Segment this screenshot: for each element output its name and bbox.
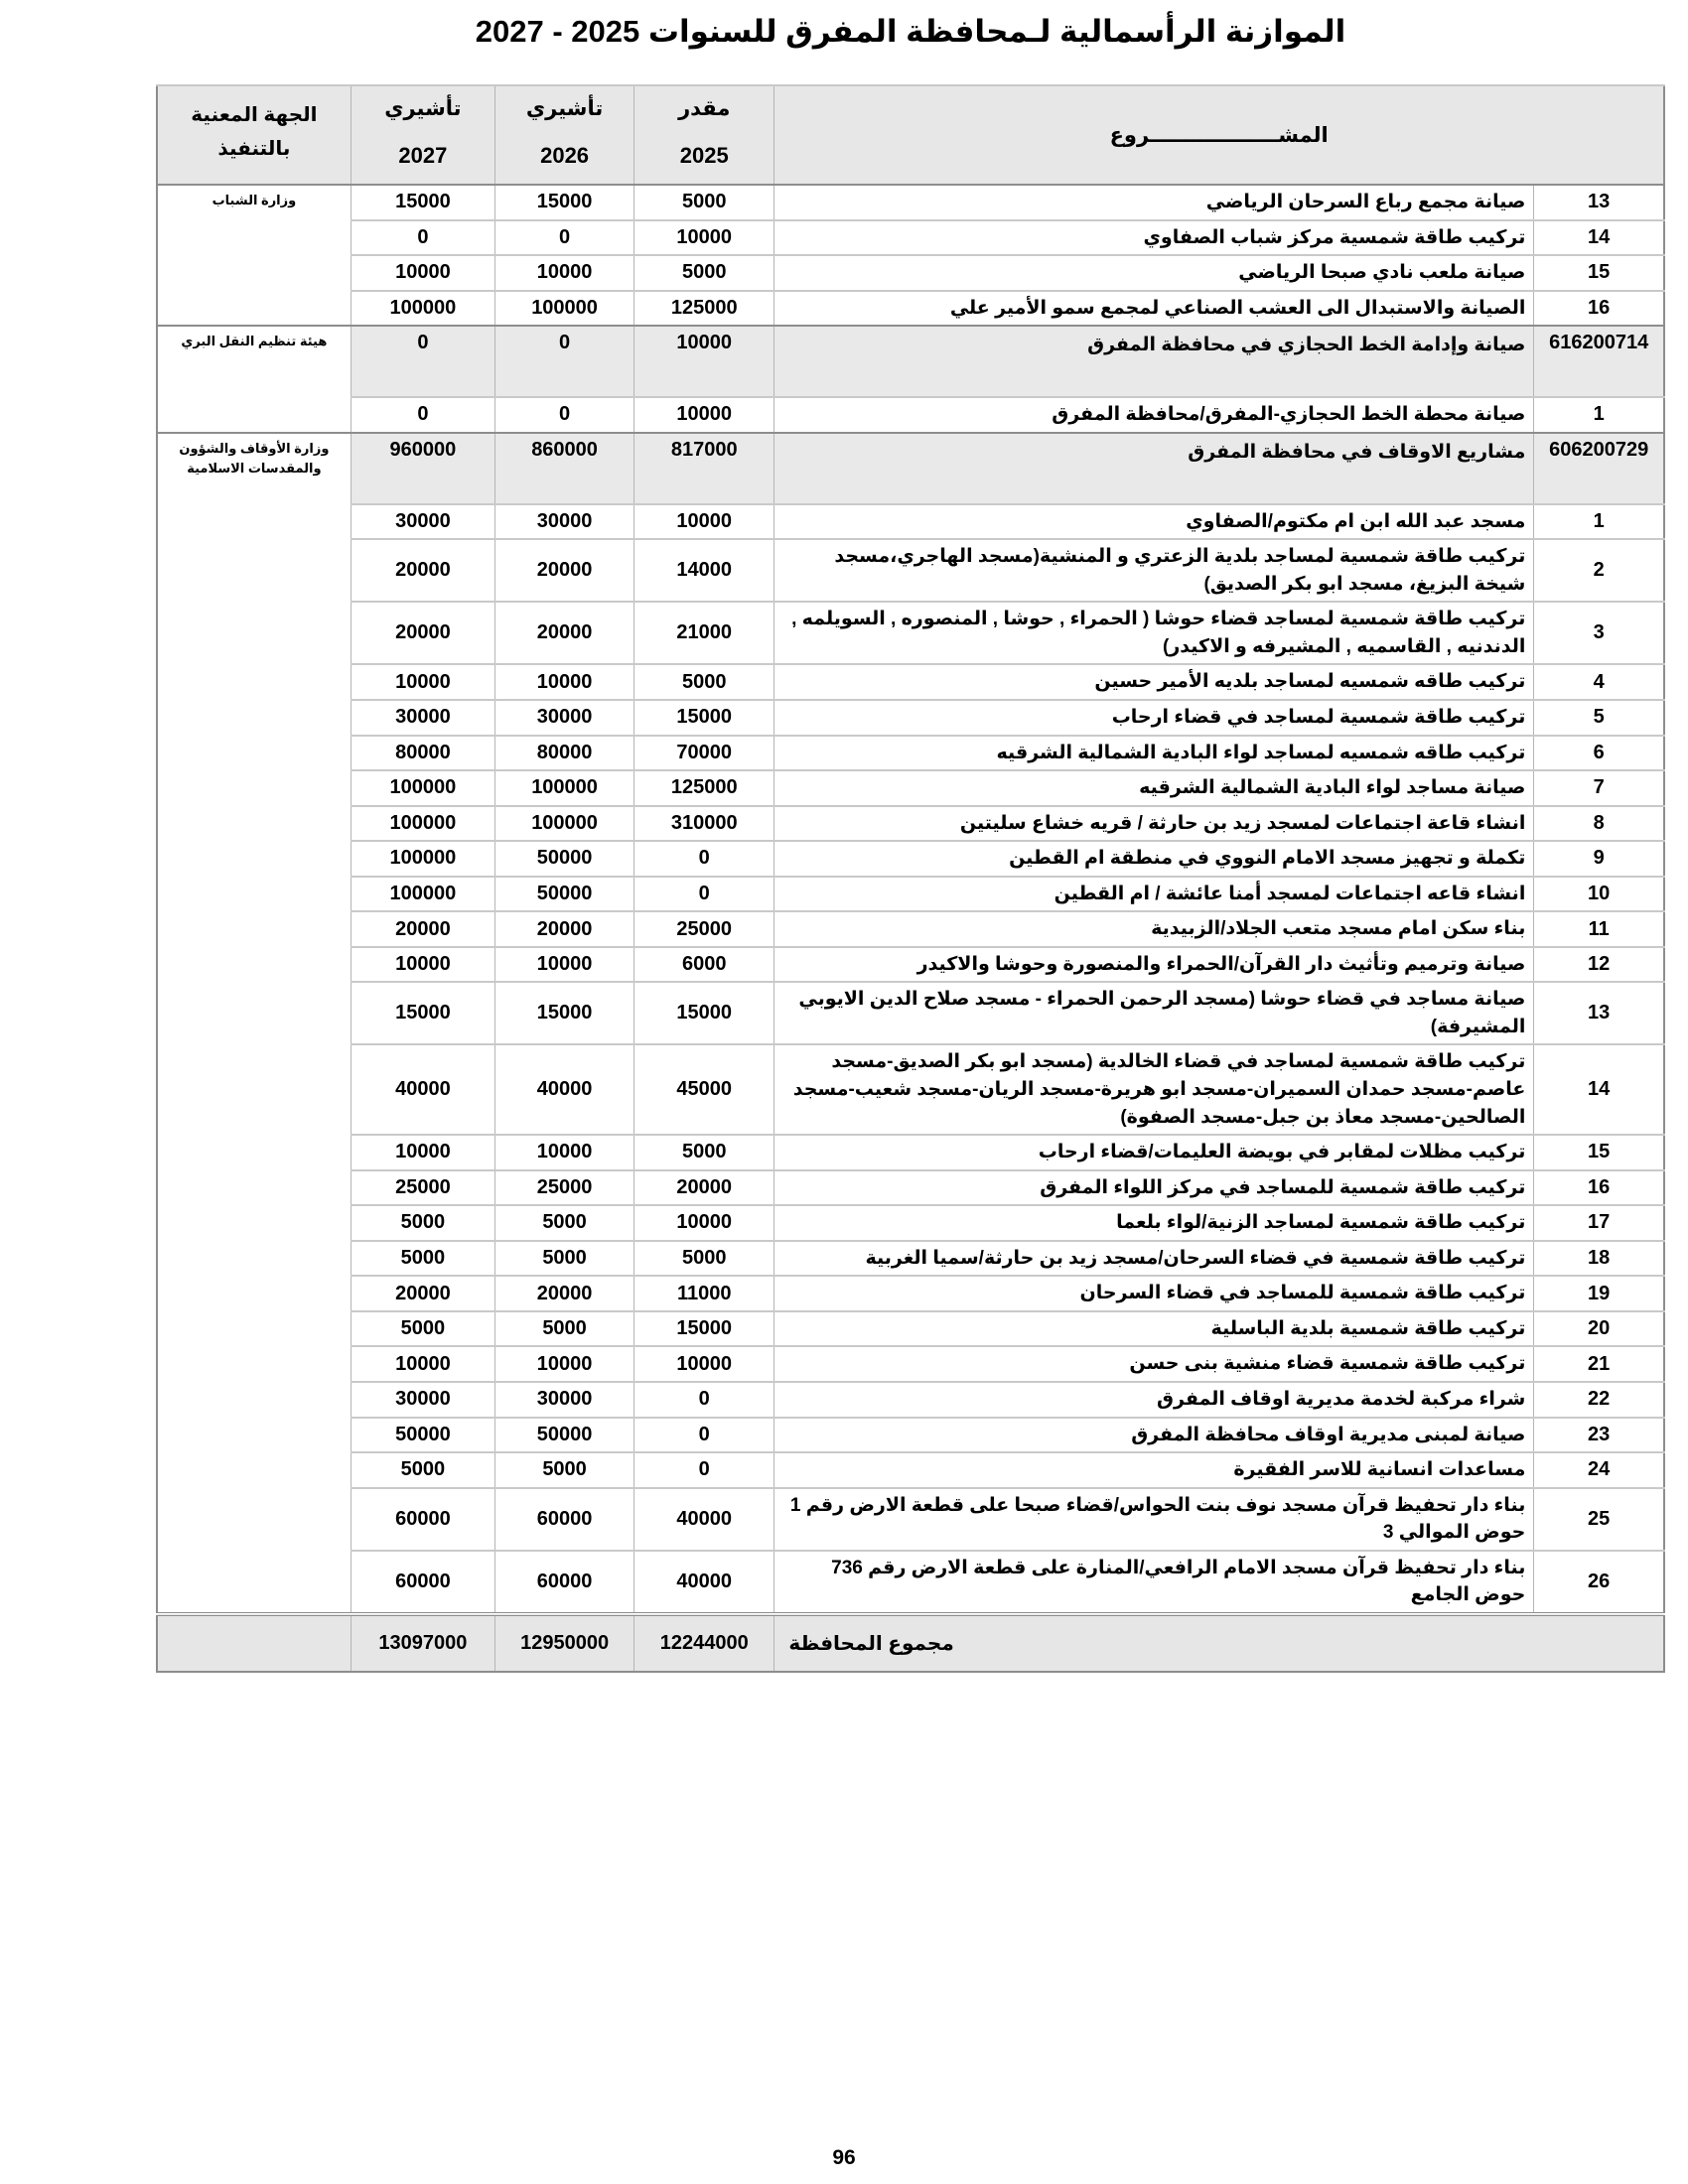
row-number-cell: 21 — [1534, 1346, 1664, 1382]
value-2025-cell: 817000 — [634, 433, 774, 504]
indicative-2026-column-header — [494, 85, 633, 185]
table-row — [157, 1170, 1664, 1206]
project-cell: تركيب مظلات لمقابر في بويضة العليمات/قضاء ارحاب — [774, 1135, 1534, 1170]
value-2027-cell: 30000 — [351, 1382, 494, 1418]
row-number-cell: 6 — [1534, 736, 1664, 771]
value-2027-cell: 100000 — [351, 291, 494, 327]
value-2025-cell: 0 — [634, 1452, 774, 1488]
value-2027-cell: 10000 — [351, 1346, 494, 1382]
table-row — [157, 1205, 1664, 1241]
table-row — [157, 664, 1664, 700]
total-2027-cell: 13097000 — [351, 1614, 494, 1672]
row-number-cell: 7 — [1534, 770, 1664, 806]
row-number-cell: 13 — [1534, 185, 1664, 220]
value-2027-cell: 60000 — [351, 1551, 494, 1614]
project-cell: مساعدات انسانية للاسر الفقيرة — [774, 1452, 1534, 1488]
value-2027-cell: 10000 — [351, 947, 494, 983]
value-2026-cell: 10000 — [494, 255, 633, 291]
row-number-cell: 24 — [1534, 1452, 1664, 1488]
row-number-cell: 14 — [1534, 220, 1664, 256]
value-2026-cell: 30000 — [494, 504, 633, 540]
row-number-cell: 606200729 — [1534, 433, 1664, 504]
value-2026-cell: 20000 — [494, 602, 633, 664]
value-2025-cell: 5000 — [634, 185, 774, 220]
table-row — [157, 877, 1664, 912]
value-2026-cell: 5000 — [494, 1311, 633, 1347]
value-2027-cell: 20000 — [351, 602, 494, 664]
row-number-cell: 15 — [1534, 1135, 1664, 1170]
table-row — [157, 1551, 1664, 1614]
project-cell: بناء دار تحفيظ قرآن مسجد نوف بنت الحواس/قضاء صبحا على قطعة الارض رقم 1 حوض الموالي 3 — [774, 1488, 1534, 1551]
total-row — [157, 1614, 1664, 1672]
project-cell: تركيب طاقة شمسية للمساجد في مركز اللواء المفرق — [774, 1170, 1534, 1206]
total-2025-cell: 12244000 — [634, 1614, 774, 1672]
project-cell: بناء سكن امام مسجد متعب الجلاد/الزبيدية — [774, 911, 1534, 947]
table-row — [157, 806, 1664, 842]
value-2025-cell: 5000 — [634, 664, 774, 700]
project-cell: مسجد عبد الله ابن ام مكتوم/الصفاوي — [774, 504, 1534, 540]
project-cell: تركيب طاقة شمسية لمساجد الزنية/لواء بلعما — [774, 1205, 1534, 1241]
table-row — [157, 185, 1664, 220]
value-2027-cell: 5000 — [351, 1452, 494, 1488]
value-2027-cell: 0 — [351, 326, 494, 397]
project-cell: شراء مركبة لخدمة مديرية اوقاف المفرق — [774, 1382, 1534, 1418]
value-2026-cell: 10000 — [494, 1135, 633, 1170]
project-cell: تركيب طاقة شمسية لمساجد قضاء حوشا ( الحمراء , حوشا , المنصوره , السويلمه , الدندنيه , القاسميه , المشيرفه و الاكيدر) — [774, 602, 1534, 664]
value-2025-cell: 125000 — [634, 291, 774, 327]
row-number-cell: 25 — [1534, 1488, 1664, 1551]
value-2027-cell: 960000 — [351, 433, 494, 504]
value-2025-cell: 14000 — [634, 539, 774, 602]
program-row — [157, 433, 1664, 504]
value-2026-cell: 20000 — [494, 539, 633, 602]
indicative-2027-column-header — [351, 85, 494, 185]
value-2027-cell: 10000 — [351, 255, 494, 291]
row-number-cell: 1 — [1534, 397, 1664, 433]
project-cell: تكملة و تجهيز مسجد الامام النووي في منطقة ام القطين — [774, 841, 1534, 877]
indicative-label-2026: تأشيري — [525, 97, 604, 120]
table-row — [157, 504, 1664, 540]
value-2026-cell: 80000 — [494, 736, 633, 771]
value-2027-cell: 100000 — [351, 841, 494, 877]
row-number-cell: 23 — [1534, 1418, 1664, 1453]
project-cell: تركيب طاقة شمسية لمساجد في قضاء ارحاب — [774, 700, 1534, 736]
estimated-label: مقدر — [678, 97, 731, 120]
value-2027-cell: 50000 — [351, 1418, 494, 1453]
value-2026-cell: 25000 — [494, 1170, 633, 1206]
table-row — [157, 1382, 1664, 1418]
year-2027-label: 2027 — [398, 143, 448, 168]
table-row — [157, 602, 1664, 664]
value-2026-cell: 50000 — [494, 841, 633, 877]
row-number-cell: 8 — [1534, 806, 1664, 842]
table-row — [157, 1346, 1664, 1382]
value-2027-cell: 40000 — [351, 1044, 494, 1135]
value-2027-cell: 100000 — [351, 877, 494, 912]
table-row — [157, 1135, 1664, 1170]
value-2026-cell: 20000 — [494, 1276, 633, 1311]
project-cell: تركيب طاقه شمسيه لمساجد بلديه الأمير حسين — [774, 664, 1534, 700]
value-2025-cell: 11000 — [634, 1276, 774, 1311]
value-2025-cell: 0 — [634, 1418, 774, 1453]
project-cell: انشاء قاعه اجتماعات لمسجد أمنا عائشة / ام القطين — [774, 877, 1534, 912]
value-2026-cell: 0 — [494, 326, 633, 397]
entity-cell: هيئة تنظيم النقل البري — [157, 326, 351, 433]
value-2025-cell: 40000 — [634, 1551, 774, 1614]
value-2025-cell: 6000 — [634, 947, 774, 983]
row-number-cell: 10 — [1534, 877, 1664, 912]
project-cell: تركيب طاقة شمسية قضاء منشية بنى حسن — [774, 1346, 1534, 1382]
estimated-2025-column-header — [634, 85, 774, 185]
entity-cell: وزارة الشباب — [157, 185, 351, 326]
value-2026-cell: 15000 — [494, 185, 633, 220]
row-number-cell: 2 — [1534, 539, 1664, 602]
project-cell: الصيانة والاستبدال الى العشب الصناعي لمجمع سمو الأمير علي — [774, 291, 1534, 327]
value-2026-cell: 0 — [494, 397, 633, 433]
row-number-cell: 15 — [1534, 255, 1664, 291]
value-2025-cell: 70000 — [634, 736, 774, 771]
value-2026-cell: 20000 — [494, 911, 633, 947]
project-header-label: المشــــــــــــــــــروع — [1109, 123, 1329, 147]
total-2026-cell: 12950000 — [494, 1614, 633, 1672]
value-2025-cell: 0 — [634, 877, 774, 912]
table-row — [157, 736, 1664, 771]
project-cell: صيانة لمبنى مديرية اوقاف محافظة المفرق — [774, 1418, 1534, 1453]
table-row — [157, 947, 1664, 983]
value-2027-cell: 15000 — [351, 185, 494, 220]
value-2025-cell: 40000 — [634, 1488, 774, 1551]
project-cell: صيانة مساجد في قضاء حوشا (مسجد الرحمن الحمراء - مسجد صلاح الدين الايوبي المشيرفة) — [774, 982, 1534, 1044]
value-2025-cell: 21000 — [634, 602, 774, 664]
page-number: 96 — [832, 2146, 856, 2169]
project-cell: تركيب طاقة شمسية بلدية الباسلية — [774, 1311, 1534, 1347]
value-2026-cell: 5000 — [494, 1205, 633, 1241]
entity-header-label: الجهة المعنية بالتنفيذ — [191, 104, 318, 160]
project-cell: تركيب طاقة شمسية مركز شباب الصفاوي — [774, 220, 1534, 256]
value-2026-cell: 100000 — [494, 770, 633, 806]
table-row — [157, 220, 1664, 256]
value-2027-cell: 30000 — [351, 700, 494, 736]
value-2027-cell: 0 — [351, 397, 494, 433]
value-2026-cell: 40000 — [494, 1044, 633, 1135]
project-cell: تركيب طاقة شمسية للمساجد في قضاء السرحان — [774, 1276, 1534, 1311]
value-2026-cell: 10000 — [494, 947, 633, 983]
table-row — [157, 1452, 1664, 1488]
value-2026-cell: 10000 — [494, 1346, 633, 1382]
value-2025-cell: 5000 — [634, 255, 774, 291]
row-number-cell: 13 — [1534, 982, 1664, 1044]
project-cell: تركيب طاقة شمسية في قضاء السرحان/مسجد زيد بن حارثة/سميا الغربية — [774, 1241, 1534, 1277]
row-number-cell: 17 — [1534, 1205, 1664, 1241]
row-number-cell: 26 — [1534, 1551, 1664, 1614]
year-2025-label: 2025 — [679, 143, 729, 168]
value-2027-cell: 10000 — [351, 1135, 494, 1170]
value-2027-cell: 5000 — [351, 1241, 494, 1277]
row-number-cell: 19 — [1534, 1276, 1664, 1311]
row-number-cell: 16 — [1534, 291, 1664, 327]
table-row — [157, 770, 1664, 806]
value-2026-cell: 50000 — [494, 877, 633, 912]
total-label-cell: مجموع المحافظة — [774, 1614, 1664, 1672]
value-2025-cell: 0 — [634, 841, 774, 877]
value-2026-cell: 60000 — [494, 1551, 633, 1614]
project-cell: صيانة وترميم وتأثيث دار القرآن/الحمراء والمنصورة وحوشا والاكيدر — [774, 947, 1534, 983]
value-2025-cell: 45000 — [634, 1044, 774, 1135]
value-2026-cell: 15000 — [494, 982, 633, 1044]
project-cell: بناء دار تحفيظ قرآن مسجد الامام الرافعي/المنارة على قطعة الارض رقم 736 حوض الجامع — [774, 1551, 1534, 1614]
value-2027-cell: 25000 — [351, 1170, 494, 1206]
value-2026-cell: 30000 — [494, 700, 633, 736]
value-2026-cell: 5000 — [494, 1241, 633, 1277]
row-number-cell: 1 — [1534, 504, 1664, 540]
value-2027-cell: 20000 — [351, 1276, 494, 1311]
project-cell: تركيب طاقة شمسية لمساجد في قضاء الخالدية (مسجد ابو بكر الصديق-مسجد عاصم-مسجد حمدان السميران-مسجد ابو هريرة-مسجد الريان-مسجد شعيب-مسجد الصالحين-مسجد معاذ بن جبل-مسجد الصفوة) — [774, 1044, 1534, 1135]
row-number-cell: 3 — [1534, 602, 1664, 664]
table-row — [157, 841, 1664, 877]
value-2026-cell: 860000 — [494, 433, 633, 504]
value-2027-cell: 100000 — [351, 806, 494, 842]
value-2026-cell: 10000 — [494, 664, 633, 700]
table-row — [157, 255, 1664, 291]
row-number-cell: 616200714 — [1534, 326, 1664, 397]
value-2026-cell: 50000 — [494, 1418, 633, 1453]
table-row — [157, 1418, 1664, 1453]
value-2027-cell: 30000 — [351, 504, 494, 540]
value-2025-cell: 15000 — [634, 700, 774, 736]
value-2027-cell: 100000 — [351, 770, 494, 806]
value-2027-cell: 60000 — [351, 1488, 494, 1551]
project-cell: صيانة وإدامة الخط الحجازي في محافظة المفرق — [774, 326, 1534, 397]
value-2025-cell: 10000 — [634, 326, 774, 397]
table-row — [157, 1241, 1664, 1277]
entity-cell: وزارة الأوقاف والشؤون والمقدسات الاسلامية — [157, 433, 351, 1614]
value-2027-cell: 80000 — [351, 736, 494, 771]
value-2025-cell: 15000 — [634, 982, 774, 1044]
table-row — [157, 1311, 1664, 1347]
row-number-cell: 22 — [1534, 1382, 1664, 1418]
table-row — [157, 911, 1664, 947]
budget-table-body — [157, 185, 1664, 1672]
value-2025-cell: 20000 — [634, 1170, 774, 1206]
value-2025-cell: 310000 — [634, 806, 774, 842]
value-2027-cell: 10000 — [351, 664, 494, 700]
value-2025-cell: 15000 — [634, 1311, 774, 1347]
value-2026-cell: 100000 — [494, 806, 633, 842]
row-number-cell: 11 — [1534, 911, 1664, 947]
row-number-cell: 16 — [1534, 1170, 1664, 1206]
project-column-header — [774, 85, 1664, 185]
project-cell: صيانة ملعب نادي صبحا الرياضي — [774, 255, 1534, 291]
table-row — [157, 700, 1664, 736]
table-row — [157, 1276, 1664, 1311]
project-cell: تركيب طاقه شمسيه لمساجد لواء البادية الشمالية الشرقيه — [774, 736, 1534, 771]
row-number-cell: 5 — [1534, 700, 1664, 736]
value-2025-cell: 10000 — [634, 220, 774, 256]
value-2026-cell: 30000 — [494, 1382, 633, 1418]
table-row — [157, 291, 1664, 327]
project-cell: تركيب طاقة شمسية لمساجد بلدية الزعتري و المنشية(مسجد الهاجري،مسجد شيخة البزيغ، مسجد ابو بكر الصديق) — [774, 539, 1534, 602]
value-2026-cell: 0 — [494, 220, 633, 256]
value-2025-cell: 0 — [634, 1382, 774, 1418]
project-cell: صيانة مجمع رباع السرحان الرياضي — [774, 185, 1534, 220]
row-number-cell: 18 — [1534, 1241, 1664, 1277]
row-number-cell: 12 — [1534, 947, 1664, 983]
value-2025-cell: 10000 — [634, 504, 774, 540]
project-cell: صيانة محطة الخط الحجازي-المفرق/محافظة المفرق — [774, 397, 1534, 433]
value-2027-cell: 0 — [351, 220, 494, 256]
table-row — [157, 1488, 1664, 1551]
value-2025-cell: 5000 — [634, 1241, 774, 1277]
value-2025-cell: 25000 — [634, 911, 774, 947]
table-row — [157, 539, 1664, 602]
value-2026-cell: 100000 — [494, 291, 633, 327]
value-2025-cell: 10000 — [634, 397, 774, 433]
total-entity-empty-cell — [157, 1614, 351, 1672]
row-number-cell: 4 — [1534, 664, 1664, 700]
table-row — [157, 1044, 1664, 1135]
value-2027-cell: 5000 — [351, 1205, 494, 1241]
header-row — [157, 85, 1664, 185]
row-number-cell: 14 — [1534, 1044, 1664, 1135]
document-title: الموازنة الرأسمالية لـمحافظة المفرق للسنوات 2025 - 2027 — [475, 14, 1346, 49]
program-row — [157, 326, 1664, 397]
value-2025-cell: 5000 — [634, 1135, 774, 1170]
table-row — [157, 397, 1664, 433]
value-2027-cell: 20000 — [351, 539, 494, 602]
budget-table — [156, 84, 1665, 1673]
project-cell: مشاريع الاوقاف في محافظة المفرق — [774, 433, 1534, 504]
value-2027-cell: 5000 — [351, 1311, 494, 1347]
value-2026-cell: 60000 — [494, 1488, 633, 1551]
indicative-label-2027: تأشيري — [384, 97, 462, 120]
value-2025-cell: 125000 — [634, 770, 774, 806]
value-2026-cell: 5000 — [494, 1452, 633, 1488]
year-2026-label: 2026 — [540, 143, 590, 168]
row-number-cell: 9 — [1534, 841, 1664, 877]
value-2027-cell: 20000 — [351, 911, 494, 947]
value-2025-cell: 10000 — [634, 1205, 774, 1241]
project-cell: انشاء قاعة اجتماعات لمسجد زيد بن حارثة / قريه خشاع سليتين — [774, 806, 1534, 842]
entity-column-header — [157, 85, 351, 185]
value-2025-cell: 10000 — [634, 1346, 774, 1382]
table-row — [157, 982, 1664, 1044]
value-2027-cell: 15000 — [351, 982, 494, 1044]
project-cell: صيانة مساجد لواء البادية الشمالية الشرقيه — [774, 770, 1534, 806]
row-number-cell: 20 — [1534, 1311, 1664, 1347]
